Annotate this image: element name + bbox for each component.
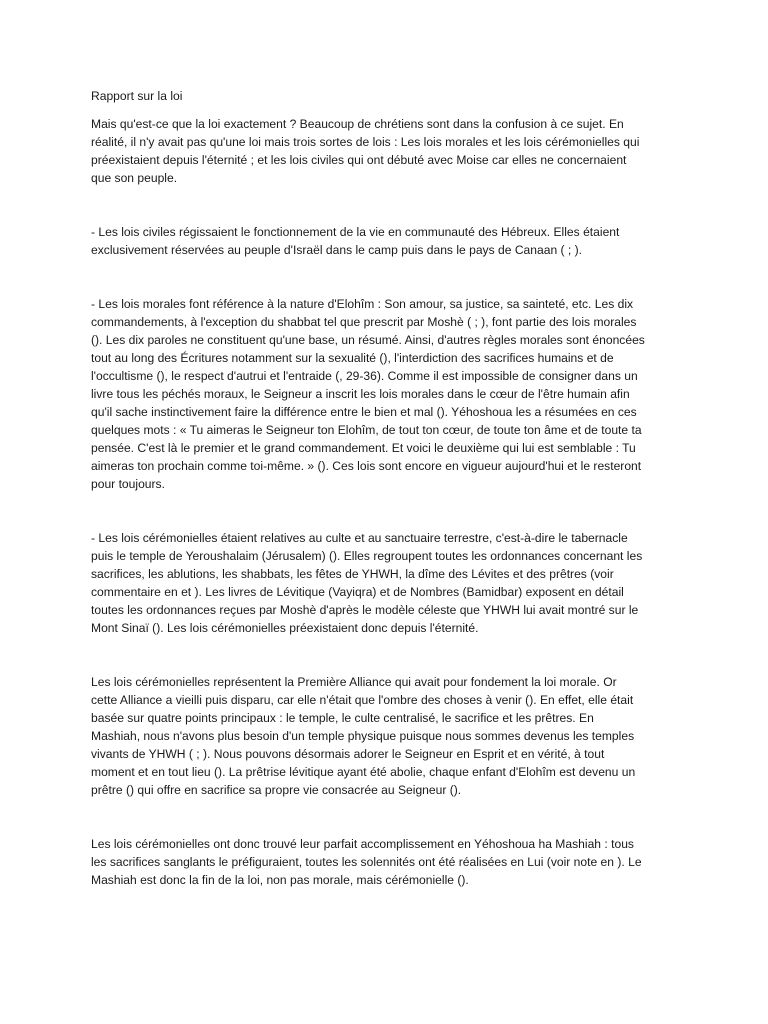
paragraph-moral-laws: - Les lois morales font référence à la nature d'Elohîm : Son amour, sa justice, sa sainteté, etc. Les dix commandements, à l'exception du shabbat tel que prescrit par Moshè ( ; ), font partie des lois morales (). Les dix paroles ne constituent qu'une base, un résumé. Ainsi, d'autres règles morales sont énoncées tout au long des Écritures notamment sur la sexualité (), l'interdiction des sacrifices humains et de l'occultisme (), le respect d'autrui et l'entraide (, 29-36). Comme il est impossible de consigner dans un livre tous les péchés moraux, le Seigneur a inscrit les lois morales dans le cœur de l'être humain afin qu'il sache instinctivement faire la différence entre le bien et mal (). Yéhoshoua les a résumées en ces quelques mots : « Tu aimeras le Seigneur ton Elohîm, de tout ton cœur, de toute ton âme et de toute ta pensée. C'est là le premier et le grand commandement. Et voici le deuxième qui lui est semblable : Tu aimeras ton prochain comme toi-même. » (). Ces lois sont encore en vigueur aujourd'hui et le resteront pour toujours. xyxy=(91,297,645,491)
document-body xyxy=(91,87,645,889)
paragraph-ceremonial-laws: - Les lois cérémonielles étaient relatives au culte et au sanctuaire terrestre, c'est-à-dire le tabernacle puis le temple de Yeroushalaim (Jérusalem) (). Elles regroupent toutes les ordonnances concernant les sacrifices, les ablutions, les shabbats, les fêtes de YHWH, la dîme des Lévites et des prêtres (voir commentaire en et ). Les livres de Lévitique (Vayiqra) et de Nombres (Bamidbar) exposent en détail toutes les ordonnances reçues par Moshè d'après le modèle céleste que YHWH lui avait montré sur le Mont Sinaï (). Les lois cérémonielles préexistaient donc depuis l'éternité. xyxy=(91,531,643,635)
document-title: Rapport sur la loi xyxy=(91,89,183,103)
paragraph-conclusion: Les lois cérémonielles ont donc trouvé leur parfait accomplissement en Yéhoshoua ha Mashiah : tous les sacrifices sanglants le préfiguraient, toutes les solennités ont été réalisées en Lui (voir note en ). Le Mashiah est donc la fin de la loi, non pas morale, mais cérémonielle (). xyxy=(91,837,642,887)
paragraph-first-covenant: Les lois cérémonielles représentent la Première Alliance qui avait pour fondement la loi morale. Or cette Alliance a vieilli puis disparu, car elle n'était que l'ombre des choses à venir (). En effet, elle était basée sur quatre points principaux : le temple, le culte centralisé, le sacrifice et les prêtres. En Mashiah, nous n'avons plus besoin d'un temple physique puisque nous sommes devenus les temples vivants de YHWH ( ; ). Nous pouvons désormais adorer le Seigneur en Esprit et en vérité, à tout moment et en tout lieu (). La prêtrise lévitique ayant été abolie, chaque enfant d'Elohîm est devenu un prêtre () qui offre en sacrifice sa propre vie consacrée au Seigneur (). xyxy=(91,675,636,797)
paragraph-intro: Mais qu'est-ce que la loi exactement ? Beaucoup de chrétiens sont dans la confusion à ce sujet. En réalité, il n'y avait pas qu'une loi mais trois sortes de lois : Les lois morales et les lois cérémonielles qui préexistaient depuis l'éternité ; et les lois civiles qui ont débuté avec Moise car elles ne concernaient que son peuple. xyxy=(91,117,640,185)
paragraph-civil-laws: - Les lois civiles régissaient le fonctionnement de la vie en communauté des Hébreux. Elles étaient exclusivement réservées au peuple d'Israël dans le camp puis dans le pays de Canaan ( ; ). xyxy=(91,225,620,257)
